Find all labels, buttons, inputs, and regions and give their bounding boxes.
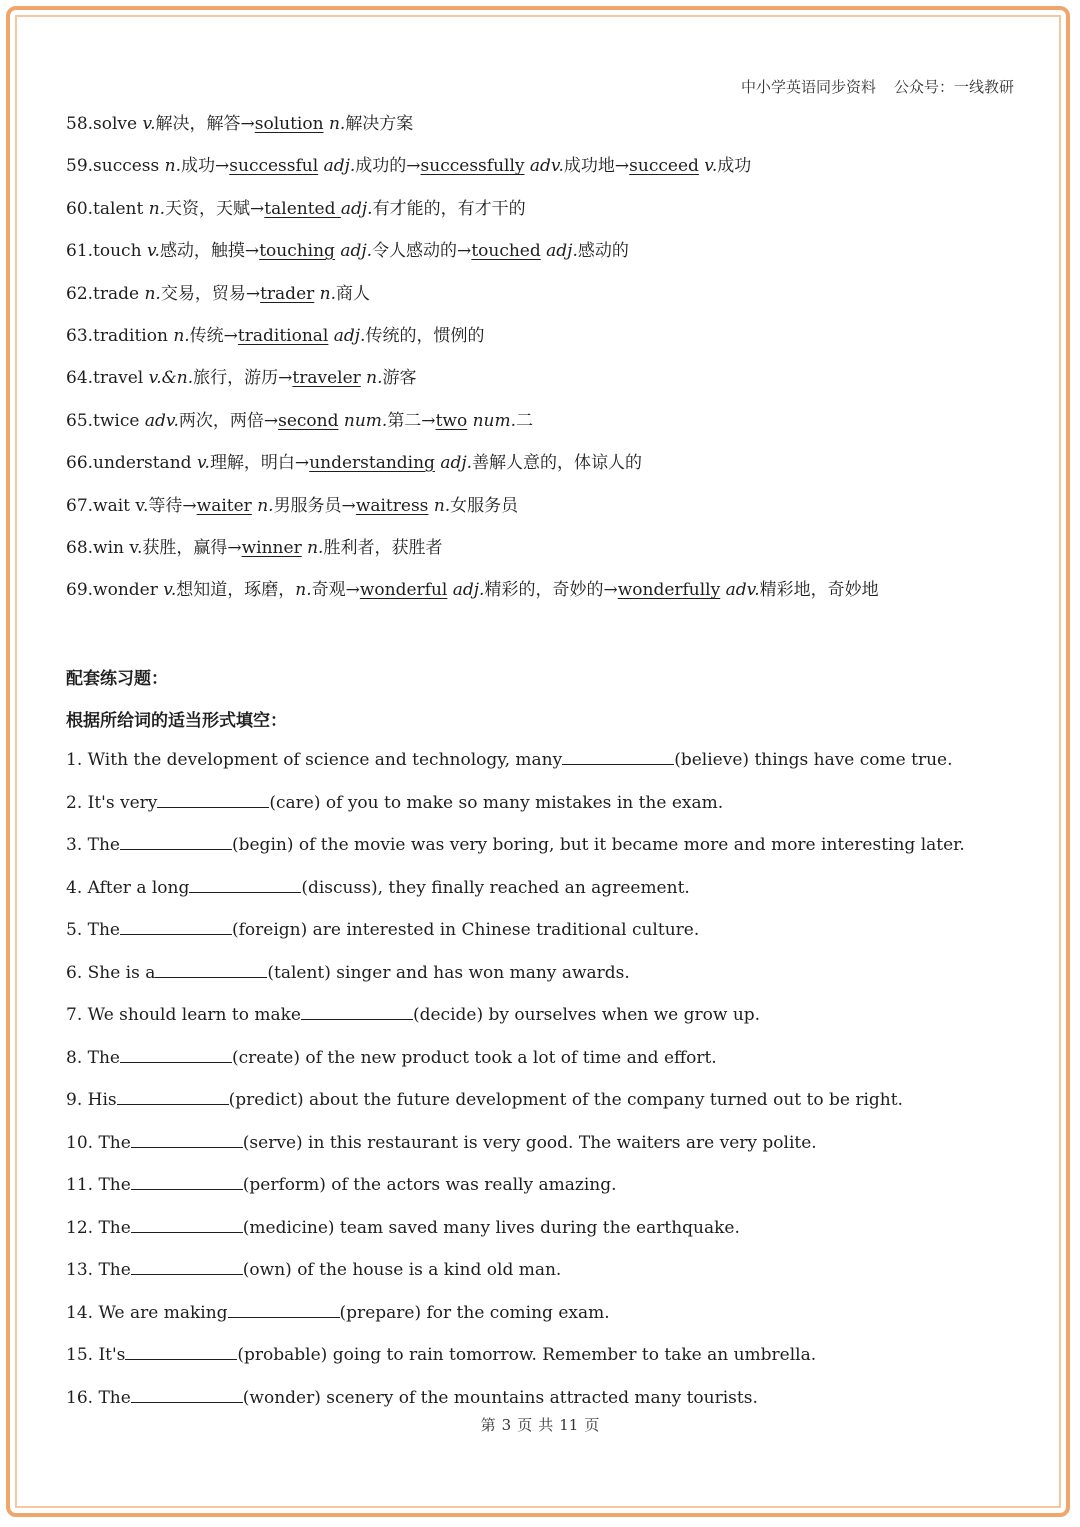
vocab-text: 理解，明白→ — [209, 453, 310, 474]
vocab-text: 58.solve — [66, 114, 143, 134]
vocab-text: 61.touch — [66, 241, 147, 262]
header-source: 中小学英语同步资料 — [740, 78, 876, 96]
derived-word: solution — [254, 114, 324, 134]
vocab-text: 女服务员 — [450, 495, 519, 516]
vocab-text: 63.tradition — [66, 325, 174, 346]
part-of-speech: v. — [142, 114, 156, 134]
exercise-text: 3. The — [66, 835, 120, 855]
vocab-text: 胜利者，获胜者 — [323, 537, 443, 558]
exercise-text: 2. It's very — [66, 792, 158, 813]
exercise-item — [66, 1301, 1026, 1344]
exercise-hint: (probable) going to rain tomorrow. Remember to take an umbrella. — [237, 1345, 817, 1365]
answer-blank[interactable] — [120, 1046, 232, 1063]
derived-word: touched — [471, 241, 541, 262]
part-of-speech: n. — [173, 325, 190, 346]
part-of-speech: n. — [164, 156, 182, 177]
part-of-speech: n. — [257, 495, 274, 516]
derived-word: understanding — [309, 453, 435, 474]
vocab-text: 传统的，惯例的 — [365, 325, 485, 346]
answer-blank[interactable] — [131, 1131, 243, 1148]
vocab-text: 成功 — [717, 156, 752, 177]
exercise-hint: (serve) in this restaurant is very good. The waiters are very polite. — [242, 1132, 817, 1153]
vocab-text: 精彩的，奇妙的→ — [484, 580, 618, 601]
part-of-speech: adv. — [144, 410, 179, 431]
vocab-text: 65.twice — [66, 410, 145, 431]
vocab-item — [66, 409, 1026, 451]
vocab-text: 善解人意的，体谅人的 — [472, 453, 643, 474]
answer-blank[interactable] — [131, 1386, 243, 1403]
derived-word: succeed — [629, 156, 699, 177]
exercise-text: 8. The — [66, 1047, 120, 1068]
exercise-text: 10. The — [66, 1132, 131, 1153]
vocab-text: 传统→ — [189, 325, 238, 346]
exercise-text: 5. The — [66, 920, 120, 940]
derived-word: waitress — [355, 495, 429, 516]
exercise-text: 14. We are making — [66, 1302, 228, 1323]
exercise-item — [66, 961, 1026, 1004]
derived-word: winner — [241, 537, 302, 558]
exercise-item — [66, 833, 1026, 876]
vocab-text: 66.understand — [66, 453, 197, 474]
exercise-hint: (create) of the new product took a lot of time and effort. — [231, 1047, 717, 1068]
part-of-speech: v. — [196, 453, 210, 474]
vocab-item — [66, 366, 1026, 408]
derived-word: successfully — [420, 156, 525, 177]
vocab-text: 旅行，游历→ — [193, 368, 293, 389]
vocab-text: 商人 — [336, 283, 371, 304]
exercise-hint: (medicine) team saved many lives during the earthquake. — [242, 1217, 740, 1238]
exercise-hint: (predict) about the future development of the company turned out to be right. — [228, 1090, 903, 1110]
vocabulary-list — [66, 112, 1026, 621]
footer-page-number: 3 — [501, 1416, 512, 1434]
derived-word: traveler — [292, 368, 361, 389]
exercise-item — [66, 1131, 1026, 1174]
exercise-item — [66, 1003, 1026, 1046]
footer-ye: 页 — [517, 1416, 533, 1434]
footer-ye-2: 页 — [584, 1416, 600, 1434]
vocab-text: 感动的 — [577, 241, 629, 262]
part-of-speech: n. — [295, 580, 312, 601]
vocab-item — [66, 494, 1026, 536]
part-of-speech: num. — [472, 410, 517, 431]
vocab-text: 62.trade — [66, 283, 145, 304]
part-of-speech: adj. — [546, 241, 578, 262]
footer-total-pages: 11 — [559, 1416, 579, 1434]
part-of-speech: adv. — [529, 156, 564, 177]
part-of-speech: v. — [146, 241, 160, 262]
part-of-speech: n. — [328, 114, 346, 134]
exercise-text: 1. With the development of science and technology, many — [66, 750, 563, 770]
part-of-speech: n. — [144, 283, 161, 304]
exercise-hint: (perform) of the actors was really amazing. — [242, 1175, 617, 1195]
vocab-text: 想知道，琢磨， — [176, 580, 296, 601]
part-of-speech: n. — [366, 368, 383, 389]
exercise-item — [66, 1173, 1026, 1216]
exercise-item — [66, 1216, 1026, 1259]
part-of-speech: adj. — [452, 580, 485, 601]
page-header — [741, 76, 1014, 97]
answer-blank[interactable] — [120, 833, 232, 850]
answer-blank[interactable] — [155, 961, 267, 978]
footer-gong: 共 — [538, 1416, 554, 1434]
vocab-text: 有才能的，有才干的 — [372, 198, 526, 219]
exercise-text: 11. The — [66, 1175, 131, 1195]
vocab-text: 成功→ — [181, 156, 230, 177]
vocab-text: 68.win v.获胜，赢得→ — [66, 537, 242, 558]
answer-blank[interactable] — [157, 791, 269, 808]
part-of-speech: v.&n. — [148, 368, 194, 389]
derived-word: successful — [229, 156, 319, 177]
vocab-item — [66, 282, 1026, 324]
part-of-speech: adj. — [333, 325, 366, 346]
page-footer — [0, 1414, 1080, 1435]
part-of-speech: num. — [343, 410, 388, 431]
vocab-item — [66, 197, 1026, 239]
exercise-item — [66, 1046, 1026, 1089]
answer-blank[interactable] — [131, 1173, 243, 1190]
exercise-text: 16. The — [66, 1387, 131, 1408]
exercise-item — [66, 876, 1026, 919]
derived-word: touching — [259, 241, 335, 262]
derived-word: waiter — [196, 495, 252, 516]
exercise-hint: (prepare) for the coming exam. — [339, 1302, 610, 1323]
part-of-speech: v. — [163, 580, 177, 601]
exercise-hint: (care) of you to make so many mistakes in the exam. — [269, 792, 724, 813]
derived-word: two — [435, 410, 468, 431]
exercise-hint: (decide) by ourselves when we grow up. — [412, 1005, 761, 1025]
answer-blank[interactable] — [562, 748, 674, 765]
exercise-text: 13. The — [66, 1260, 131, 1280]
vocab-text: 60.talent — [66, 198, 149, 219]
vocab-item — [66, 578, 1026, 620]
exercise-text: 12. The — [66, 1217, 131, 1238]
derived-word: second — [278, 410, 339, 431]
vocab-text: 解决方案 — [345, 114, 414, 134]
vocab-item — [66, 536, 1026, 578]
part-of-speech: v. — [704, 156, 718, 177]
derived-word: traditional — [237, 325, 329, 346]
answer-blank[interactable] — [120, 918, 232, 935]
exercise-hint: (talent) singer and has won many awards. — [267, 962, 630, 983]
exercise-text: 4. After a long — [66, 877, 190, 898]
vocab-text: 天资，天赋→ — [165, 198, 265, 219]
header-account: 公众号：一线教研 — [893, 78, 1014, 96]
part-of-speech: adj. — [440, 453, 473, 474]
answer-blank[interactable] — [131, 1258, 243, 1275]
part-of-speech: adj. — [323, 156, 356, 177]
vocab-text: 成功的→ — [355, 156, 421, 177]
vocab-text: 两次，两倍→ — [178, 410, 279, 431]
exercise-item — [66, 748, 1026, 791]
exercise-text: 7. We should learn to make — [66, 1005, 301, 1025]
exercise-text: 15. It's — [66, 1345, 126, 1365]
exercise-list — [66, 748, 1026, 1428]
vocab-text: 67.wait v.等待→ — [66, 495, 197, 516]
derived-word: talented — [264, 198, 341, 219]
vocab-item — [66, 239, 1026, 281]
part-of-speech: adj. — [340, 241, 373, 262]
part-of-speech: n. — [148, 198, 166, 219]
answer-blank[interactable] — [189, 876, 301, 893]
answer-blank[interactable] — [125, 1343, 237, 1360]
exercise-hint: (wonder) scenery of the mountains attracted many tourists. — [242, 1387, 758, 1408]
vocab-text: 感动，触摸→ — [159, 241, 260, 262]
exercise-item — [66, 918, 1026, 961]
vocab-text: 第二→ — [387, 410, 436, 431]
vocab-text: 令人感动的→ — [372, 241, 472, 262]
vocab-text: 精彩地，奇妙地 — [759, 580, 879, 601]
vocab-text: 交易，贸易→ — [160, 283, 261, 304]
footer-di: 第 — [480, 1416, 496, 1434]
vocab-text: 69.wonder — [66, 580, 164, 601]
vocab-text: 解决，解答→ — [155, 114, 255, 134]
answer-blank[interactable] — [131, 1216, 243, 1233]
exercise-item — [66, 791, 1026, 834]
derived-word: wonderfully — [617, 580, 721, 601]
part-of-speech: n. — [319, 283, 337, 304]
vocab-text: 男服务员→ — [273, 495, 356, 516]
section-title-exercises: 配套练习题： — [66, 669, 168, 689]
vocab-text: 59.success — [66, 156, 165, 177]
exercise-hint: (begin) of the movie was very boring, but it became more and more interesting later. — [231, 835, 965, 855]
exercise-text: 9. His — [66, 1090, 117, 1110]
exercise-item — [66, 1258, 1026, 1301]
answer-blank[interactable] — [117, 1088, 229, 1105]
vocab-item — [66, 112, 1026, 154]
derived-word: wonderful — [359, 580, 448, 601]
vocab-item — [66, 154, 1026, 196]
answer-blank[interactable] — [301, 1003, 413, 1020]
part-of-speech: n. — [307, 537, 324, 558]
part-of-speech: n. — [433, 495, 451, 516]
answer-blank[interactable] — [228, 1301, 340, 1318]
exercise-text: 6. She is a — [66, 962, 156, 983]
vocab-text: 成功地→ — [563, 156, 630, 177]
exercise-hint: (own) of the house is a kind old man. — [242, 1260, 562, 1280]
vocab-text: 二 — [516, 410, 534, 431]
exercise-hint: (believe) things have come true. — [674, 750, 953, 770]
vocab-text: 64.travel — [66, 368, 149, 389]
vocab-item — [66, 324, 1026, 366]
vocab-text: 奇观→ — [311, 580, 360, 601]
part-of-speech: adv. — [725, 580, 760, 601]
exercise-item — [66, 1088, 1026, 1131]
exercise-item — [66, 1343, 1026, 1386]
exercise-hint: (foreign) are interested in Chinese traditional culture. — [231, 920, 700, 940]
exercise-hint: (discuss), they finally reached an agreement. — [301, 877, 690, 898]
vocab-item — [66, 451, 1026, 493]
vocab-text: 游客 — [382, 368, 417, 389]
part-of-speech: adj. — [340, 198, 373, 219]
section-instruction: 根据所给词的适当形式填空： — [66, 711, 287, 731]
derived-word: trader — [260, 283, 315, 304]
